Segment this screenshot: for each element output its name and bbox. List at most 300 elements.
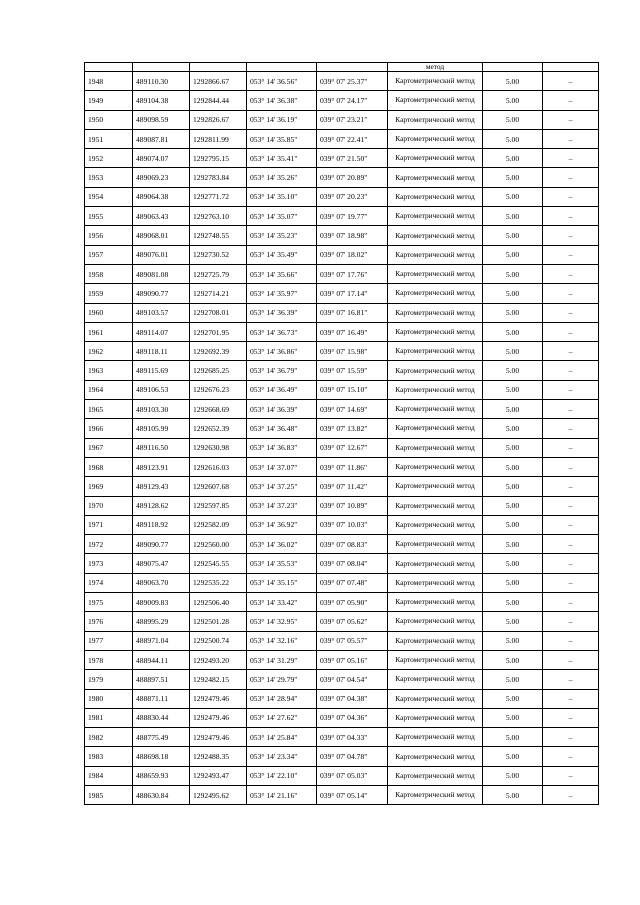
longitude-cell: 039° 07' 11.42" — [317, 477, 388, 496]
table-row — [85, 207, 599, 226]
x-coordinate-cell: 488871.11 — [133, 689, 190, 708]
note-cell: – — [543, 207, 599, 226]
latitude-cell: 053° 14' 36.19" — [247, 110, 317, 129]
accuracy-cell: 5.00 — [483, 264, 543, 283]
y-coordinate-cell: 1292597.85 — [190, 496, 247, 515]
note-cell: – — [543, 477, 599, 496]
x-coordinate-cell: 489123.91 — [133, 457, 190, 476]
method-cell: Картометрический метод — [388, 515, 483, 534]
table-row — [85, 728, 599, 747]
point-number-cell: 1973 — [85, 554, 133, 573]
y-coordinate-cell: 1292866.67 — [190, 72, 247, 91]
longitude-cell: 039° 07' 05.16" — [317, 650, 388, 669]
longitude-cell: 039° 07' 07.48" — [317, 573, 388, 592]
x-coordinate-cell: 489105.99 — [133, 419, 190, 438]
y-coordinate-cell: 1292748.55 — [190, 226, 247, 245]
accuracy-cell: 5.00 — [483, 689, 543, 708]
longitude-cell: 039° 07' 05.57" — [317, 631, 388, 650]
note-cell: – — [543, 419, 599, 438]
note-cell: – — [543, 361, 599, 380]
x-coordinate-cell: 489069.23 — [133, 168, 190, 187]
latitude-cell: 053° 14' 35.23" — [247, 226, 317, 245]
point-number-cell: 1961 — [85, 322, 133, 341]
accuracy-cell: 5.00 — [483, 72, 543, 91]
note-cell: – — [543, 708, 599, 727]
latitude-cell: 053° 14' 35.53" — [247, 554, 317, 573]
latitude-cell: 053° 14' 35.41" — [247, 149, 317, 168]
table-row — [85, 72, 599, 91]
note-cell: – — [543, 245, 599, 264]
longitude-cell: 039° 07' 05.90" — [317, 593, 388, 612]
method-cell: Картометрический метод — [388, 245, 483, 264]
x-coordinate-cell: 489064.38 — [133, 187, 190, 206]
table-row — [85, 593, 599, 612]
point-number-cell: 1984 — [85, 766, 133, 785]
method-cell: Картометрический метод — [388, 535, 483, 554]
point-number-cell: 1965 — [85, 400, 133, 419]
longitude-cell: 039° 07' 17.14" — [317, 284, 388, 303]
latitude-cell: 053° 14' 22.10" — [247, 766, 317, 785]
method-cell: Картометрический метод — [388, 361, 483, 380]
table-row — [85, 650, 599, 669]
y-coordinate-cell: 1292668.69 — [190, 400, 247, 419]
method-cell: Картометрический метод — [388, 207, 483, 226]
note-cell: – — [543, 785, 599, 804]
y-coordinate-cell: 1292708.01 — [190, 303, 247, 322]
accuracy-cell: 5.00 — [483, 149, 543, 168]
table-row — [85, 515, 599, 534]
accuracy-cell: 5.00 — [483, 766, 543, 785]
table-row — [85, 129, 599, 148]
method-cell: Картометрический метод — [388, 110, 483, 129]
x-coordinate-cell: 488897.51 — [133, 670, 190, 689]
longitude-cell: 039° 07' 05.62" — [317, 612, 388, 631]
accuracy-cell: 5.00 — [483, 207, 543, 226]
x-coordinate-cell: 489090.77 — [133, 284, 190, 303]
latitude-cell: 053° 14' 36.79" — [247, 361, 317, 380]
method-cell: Картометрический метод — [388, 419, 483, 438]
longitude-cell: 039° 07' 04.54" — [317, 670, 388, 689]
y-coordinate-cell: 1292783.84 — [190, 168, 247, 187]
latitude-cell: 053° 14' 21.16" — [247, 785, 317, 804]
x-coordinate-cell: 488659.93 — [133, 766, 190, 785]
y-coordinate-cell: 1292493.20 — [190, 650, 247, 669]
accuracy-cell: 5.00 — [483, 303, 543, 322]
accuracy-cell: 5.00 — [483, 110, 543, 129]
point-number-cell: 1948 — [85, 72, 133, 91]
note-cell: – — [543, 110, 599, 129]
accuracy-cell: 5.00 — [483, 554, 543, 573]
note-cell: – — [543, 168, 599, 187]
longitude-cell: 039° 07' 21.50" — [317, 149, 388, 168]
latitude-cell: 053° 14' 36.49" — [247, 380, 317, 399]
method-cell: Картометрический метод — [388, 129, 483, 148]
y-coordinate-cell: 1292501.28 — [190, 612, 247, 631]
longitude-cell: 039° 07' 10.03" — [317, 515, 388, 534]
method-cell: Картометрический метод — [388, 593, 483, 612]
longitude-cell: 039° 07' 05.03" — [317, 766, 388, 785]
latitude-cell: 053° 14' 25.84" — [247, 728, 317, 747]
latitude-cell: 053° 14' 36.39" — [247, 400, 317, 419]
latitude-cell: 053° 14' 27.62" — [247, 708, 317, 727]
accuracy-cell: 5.00 — [483, 747, 543, 766]
accuracy-cell: 5.00 — [483, 187, 543, 206]
latitude-cell: 053° 14' 37.07" — [247, 457, 317, 476]
method-cell: метод — [388, 63, 483, 72]
table-row — [85, 419, 599, 438]
x-coordinate-cell: 489118.11 — [133, 342, 190, 361]
accuracy-cell: 5.00 — [483, 91, 543, 110]
note-cell: – — [543, 457, 599, 476]
longitude-cell: 039° 07' 05.14" — [317, 785, 388, 804]
x-coordinate-cell: 489075.47 — [133, 554, 190, 573]
x-coordinate-cell: 489106.53 — [133, 380, 190, 399]
point-number-cell: 1960 — [85, 303, 133, 322]
method-cell: Картометрический метод — [388, 149, 483, 168]
note-cell: – — [543, 728, 599, 747]
x-coordinate-cell: 489081.08 — [133, 264, 190, 283]
latitude-cell: 053° 14' 36.38" — [247, 91, 317, 110]
latitude-cell: 053° 14' 29.79" — [247, 670, 317, 689]
method-cell: Картометрический метод — [388, 747, 483, 766]
table-row — [85, 573, 599, 592]
table-row — [85, 747, 599, 766]
accuracy-cell: 5.00 — [483, 515, 543, 534]
longitude-cell: 039° 07' 23.21" — [317, 110, 388, 129]
point-number-cell: 1976 — [85, 612, 133, 631]
table-row — [85, 785, 599, 804]
note-cell: – — [543, 284, 599, 303]
table-row — [85, 168, 599, 187]
coordinates-table-body — [85, 63, 599, 805]
latitude-cell: 053° 14' 35.15" — [247, 573, 317, 592]
point-number-cell: 1985 — [85, 785, 133, 804]
table-row — [85, 496, 599, 515]
accuracy-cell: 5.00 — [483, 573, 543, 592]
table-row — [85, 187, 599, 206]
y-coordinate-cell: 1292500.74 — [190, 631, 247, 650]
accuracy-cell: 5.00 — [483, 284, 543, 303]
method-cell: Картометрический метод — [388, 457, 483, 476]
method-cell: Картометрический метод — [388, 728, 483, 747]
method-cell: Картометрический метод — [388, 303, 483, 322]
y-coordinate-cell: 1292607.68 — [190, 477, 247, 496]
x-coordinate-cell: 489098.59 — [133, 110, 190, 129]
point-number-cell: 1981 — [85, 708, 133, 727]
point-number-cell: 1959 — [85, 284, 133, 303]
longitude-cell: 039° 07' 08.04" — [317, 554, 388, 573]
method-cell: Картометрический метод — [388, 264, 483, 283]
note-cell: – — [543, 689, 599, 708]
longitude-cell: 039° 07' 24.17" — [317, 91, 388, 110]
y-coordinate-cell: 1292826.67 — [190, 110, 247, 129]
accuracy-cell: 5.00 — [483, 380, 543, 399]
latitude-cell: 053° 14' 37.23" — [247, 496, 317, 515]
method-cell: Картометрический метод — [388, 168, 483, 187]
method-cell: Картометрический метод — [388, 187, 483, 206]
point-number-cell: 1966 — [85, 419, 133, 438]
y-coordinate-cell: 1292676.23 — [190, 380, 247, 399]
method-cell: Картометрический метод — [388, 689, 483, 708]
x-coordinate-cell: 489068.01 — [133, 226, 190, 245]
latitude-cell: 053° 14' 35.97" — [247, 284, 317, 303]
point-number-cell: 1955 — [85, 207, 133, 226]
x-coordinate-cell: 489129.43 — [133, 477, 190, 496]
accuracy-cell: 5.00 — [483, 361, 543, 380]
point-number-cell: 1956 — [85, 226, 133, 245]
latitude-cell: 053° 14' 36.02" — [247, 535, 317, 554]
longitude-cell: 039° 07' 04.78" — [317, 747, 388, 766]
y-coordinate-cell: 1292479.46 — [190, 708, 247, 727]
method-cell: Картометрический метод — [388, 554, 483, 573]
method-cell: Картометрический метод — [388, 496, 483, 515]
x-coordinate-cell: 488830.44 — [133, 708, 190, 727]
x-coordinate-cell: 489103.57 — [133, 303, 190, 322]
method-cell: Картометрический метод — [388, 438, 483, 457]
point-number-cell: 1958 — [85, 264, 133, 283]
longitude-cell: 039° 07' 15.59" — [317, 361, 388, 380]
x-coordinate-cell: 488775.49 — [133, 728, 190, 747]
point-number-cell: 1951 — [85, 129, 133, 148]
latitude-cell: 053° 14' 35.66" — [247, 264, 317, 283]
method-cell: Картометрический метод — [388, 284, 483, 303]
x-coordinate-cell: 489090.77 — [133, 535, 190, 554]
latitude-cell: 053° 14' 36.92" — [247, 515, 317, 534]
note-cell: – — [543, 496, 599, 515]
note-cell: – — [543, 380, 599, 399]
point-number-cell: 1962 — [85, 342, 133, 361]
note-cell: – — [543, 612, 599, 631]
x-coordinate-cell: 489009.83 — [133, 593, 190, 612]
note-cell: – — [543, 400, 599, 419]
accuracy-cell: 5.00 — [483, 496, 543, 515]
note-cell: – — [543, 535, 599, 554]
latitude-cell: 053° 14' 35.26" — [247, 168, 317, 187]
x-coordinate-cell: 488944.11 — [133, 650, 190, 669]
note-cell: – — [543, 303, 599, 322]
note-cell: – — [543, 573, 599, 592]
latitude-cell: 053° 14' 35.07" — [247, 207, 317, 226]
y-coordinate-cell: 1292495.62 — [190, 785, 247, 804]
y-coordinate-cell: 1292652.39 — [190, 419, 247, 438]
longitude-cell: 039° 07' 18.02" — [317, 245, 388, 264]
x-coordinate-cell: 489074.07 — [133, 149, 190, 168]
x-coordinate-cell: 489104.38 — [133, 91, 190, 110]
table-row — [85, 631, 599, 650]
table-row — [85, 438, 599, 457]
accuracy-cell: 5.00 — [483, 419, 543, 438]
latitude-cell: 053° 14' 23.34" — [247, 747, 317, 766]
latitude-cell: 053° 14' 32.16" — [247, 631, 317, 650]
method-cell: Картометрический метод — [388, 612, 483, 631]
accuracy-cell: 5.00 — [483, 245, 543, 264]
latitude-cell: 053° 14' 32.95" — [247, 612, 317, 631]
method-cell: Картометрический метод — [388, 573, 483, 592]
longitude-cell: 039° 07' 16.49" — [317, 322, 388, 341]
accuracy-cell: 5.00 — [483, 670, 543, 689]
x-coordinate-cell: 489114.07 — [133, 322, 190, 341]
accuracy-cell: 5.00 — [483, 129, 543, 148]
y-coordinate-cell: 1292616.03 — [190, 457, 247, 476]
longitude-cell: 039° 07' 08.83" — [317, 535, 388, 554]
y-coordinate-cell: 1292730.52 — [190, 245, 247, 264]
point-number-cell: 1950 — [85, 110, 133, 129]
table-row — [85, 322, 599, 341]
method-cell: Картометрический метод — [388, 380, 483, 399]
table-row — [85, 457, 599, 476]
longitude-cell: 039° 07' 12.67" — [317, 438, 388, 457]
note-cell: – — [543, 554, 599, 573]
y-coordinate-cell: 1292535.22 — [190, 573, 247, 592]
x-coordinate-cell: 489118.92 — [133, 515, 190, 534]
table-row — [85, 149, 599, 168]
y-coordinate-cell: 1292685.25 — [190, 361, 247, 380]
latitude-cell: 053° 14' 36.39" — [247, 303, 317, 322]
point-number-cell: 1969 — [85, 477, 133, 496]
point-number-cell: 1979 — [85, 670, 133, 689]
accuracy-cell: 5.00 — [483, 728, 543, 747]
note-cell: – — [543, 670, 599, 689]
method-cell: Картометрический метод — [388, 91, 483, 110]
longitude-cell: 039° 07' 19.77" — [317, 207, 388, 226]
accuracy-cell: 5.00 — [483, 322, 543, 341]
longitude-cell: 039° 07' 20.89" — [317, 168, 388, 187]
accuracy-cell: 5.00 — [483, 168, 543, 187]
point-number-cell: 1972 — [85, 535, 133, 554]
table-row — [85, 264, 599, 283]
y-coordinate-cell: 1292630.98 — [190, 438, 247, 457]
point-number-cell: 1974 — [85, 573, 133, 592]
point-number-cell: 1980 — [85, 689, 133, 708]
table-row — [85, 110, 599, 129]
note-cell: – — [543, 650, 599, 669]
note-cell: – — [543, 129, 599, 148]
table-row — [85, 361, 599, 380]
y-coordinate-cell: 1292488.35 — [190, 747, 247, 766]
accuracy-cell: 5.00 — [483, 593, 543, 612]
point-number-cell: 1953 — [85, 168, 133, 187]
latitude-cell: 053° 14' 36.48" — [247, 419, 317, 438]
note-cell: – — [543, 438, 599, 457]
point-number-cell: 1977 — [85, 631, 133, 650]
latitude-cell: 053° 14' 33.42" — [247, 593, 317, 612]
point-number-cell: 1952 — [85, 149, 133, 168]
note-cell: – — [543, 226, 599, 245]
table-row — [85, 477, 599, 496]
point-number-cell: 1963 — [85, 361, 133, 380]
longitude-cell: 039° 07' 15.10" — [317, 380, 388, 399]
method-cell: Картометрический метод — [388, 708, 483, 727]
table-row-fragment — [85, 63, 599, 72]
table-row — [85, 284, 599, 303]
table-row — [85, 303, 599, 322]
method-cell: Картометрический метод — [388, 766, 483, 785]
longitude-cell: 039° 07' 17.76" — [317, 264, 388, 283]
note-cell: – — [543, 631, 599, 650]
y-coordinate-cell: 1292811.99 — [190, 129, 247, 148]
latitude-cell: 053° 14' 28.94" — [247, 689, 317, 708]
latitude-cell: 053° 14' 36.73" — [247, 322, 317, 341]
table-row — [85, 766, 599, 785]
x-coordinate-cell: 489076.01 — [133, 245, 190, 264]
table-row — [85, 535, 599, 554]
note-cell: – — [543, 322, 599, 341]
longitude-cell: 039° 07' 04.36" — [317, 708, 388, 727]
note-cell: – — [543, 766, 599, 785]
accuracy-cell: 5.00 — [483, 535, 543, 554]
accuracy-cell: 5.00 — [483, 400, 543, 419]
point-number-cell: 1982 — [85, 728, 133, 747]
y-coordinate-cell: 1292692.39 — [190, 342, 247, 361]
accuracy-cell: 5.00 — [483, 631, 543, 650]
y-coordinate-cell: 1292493.47 — [190, 766, 247, 785]
x-coordinate-cell: 489087.81 — [133, 129, 190, 148]
method-cell: Картометрический метод — [388, 650, 483, 669]
accuracy-cell: 5.00 — [483, 785, 543, 804]
method-cell: Картометрический метод — [388, 72, 483, 91]
longitude-cell: 039° 07' 22.41" — [317, 129, 388, 148]
method-cell: Картометрический метод — [388, 477, 483, 496]
longitude-cell: 039° 07' 16.81" — [317, 303, 388, 322]
point-number-cell: 1971 — [85, 515, 133, 534]
point-number-cell: 1957 — [85, 245, 133, 264]
point-number-cell: 1954 — [85, 187, 133, 206]
accuracy-cell: 5.00 — [483, 477, 543, 496]
y-coordinate-cell: 1292479.46 — [190, 689, 247, 708]
latitude-cell: 053° 14' 36.56" — [247, 72, 317, 91]
y-coordinate-cell: 1292714.21 — [190, 284, 247, 303]
table-row — [85, 689, 599, 708]
accuracy-cell: 5.00 — [483, 457, 543, 476]
point-number-cell: 1949 — [85, 91, 133, 110]
x-coordinate-cell: 489063.43 — [133, 207, 190, 226]
point-number-cell: 1967 — [85, 438, 133, 457]
accuracy-cell: 5.00 — [483, 226, 543, 245]
point-number-cell: 1983 — [85, 747, 133, 766]
y-coordinate-cell: 1292545.55 — [190, 554, 247, 573]
y-coordinate-cell: 1292506.40 — [190, 593, 247, 612]
latitude-cell: 053° 14' 35.49" — [247, 245, 317, 264]
y-coordinate-cell: 1292560.00 — [190, 535, 247, 554]
table-row — [85, 612, 599, 631]
table-row — [85, 245, 599, 264]
method-cell: Картометрический метод — [388, 400, 483, 419]
x-coordinate-cell: 488995.29 — [133, 612, 190, 631]
method-cell: Картометрический метод — [388, 631, 483, 650]
longitude-cell: 039° 07' 13.82" — [317, 419, 388, 438]
accuracy-cell: 5.00 — [483, 612, 543, 631]
method-cell: Картометрический метод — [388, 342, 483, 361]
longitude-cell: 039° 07' 11.86" — [317, 457, 388, 476]
note-cell: – — [543, 264, 599, 283]
method-cell: Картометрический метод — [388, 226, 483, 245]
method-cell: Картометрический метод — [388, 670, 483, 689]
point-number-cell: 1964 — [85, 380, 133, 399]
y-coordinate-cell: 1292844.44 — [190, 91, 247, 110]
point-number-cell: 1978 — [85, 650, 133, 669]
accuracy-cell: 5.00 — [483, 342, 543, 361]
y-coordinate-cell: 1292763.10 — [190, 207, 247, 226]
x-coordinate-cell: 489110.30 — [133, 72, 190, 91]
longitude-cell: 039° 07' 18.98" — [317, 226, 388, 245]
note-cell: – — [543, 593, 599, 612]
latitude-cell: 053° 14' 36.83" — [247, 438, 317, 457]
point-number-cell: 1970 — [85, 496, 133, 515]
x-coordinate-cell: 489115.69 — [133, 361, 190, 380]
longitude-cell: 039° 07' 14.69" — [317, 400, 388, 419]
longitude-cell: 039° 07' 04.38" — [317, 689, 388, 708]
table-row — [85, 554, 599, 573]
